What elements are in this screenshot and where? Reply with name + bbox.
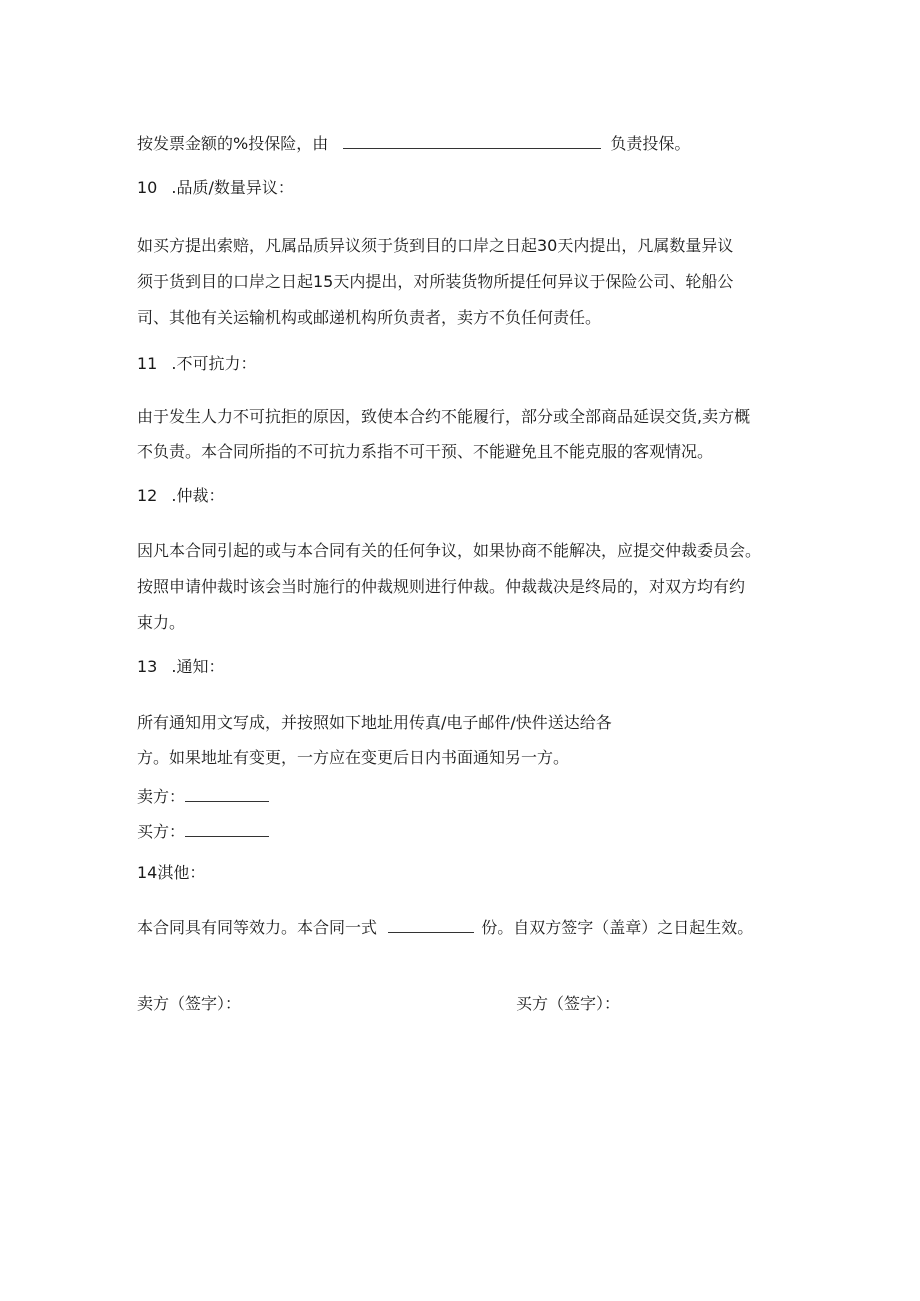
section-title: .仲裁： xyxy=(171,486,225,505)
section-number: 12 xyxy=(137,486,158,505)
insurer-blank[interactable] xyxy=(343,134,601,149)
notice-buyer-line xyxy=(137,822,269,842)
section-10-heading xyxy=(137,178,294,198)
paragraph-line: 须于货到目的口岸之日起15天内提出，对所装货物所提任何异议于保险公司、轮船公 xyxy=(137,272,734,291)
insurance-suffix: 负责投保。 xyxy=(610,134,691,153)
seller-label: 卖方： xyxy=(137,787,186,806)
paragraph-line: 束力。 xyxy=(137,613,186,632)
section-11-heading xyxy=(137,354,256,374)
insurance-line xyxy=(137,134,690,154)
notice-seller-line xyxy=(137,787,269,807)
paragraph-line: 司、其他有关运输机构或邮递机构所负责者，卖方不负任何责任。 xyxy=(137,308,602,327)
buyer-address-blank[interactable] xyxy=(185,822,269,837)
section-12-heading xyxy=(137,486,224,506)
copies-text-before: 本合同具有同等效力。本合同一式 xyxy=(137,918,378,937)
paragraph-line: 如买方提出索赔，凡属品质异议须于货到目的口岸之日起30天内提出，凡属数量异议 xyxy=(137,236,734,255)
buyer-label: 买方： xyxy=(137,822,186,841)
section-number: 11 xyxy=(137,354,158,373)
section-number: 13 xyxy=(137,657,158,676)
insurance-prefix: 按发票金额的%投保险，由 xyxy=(137,134,329,153)
paragraph-line: 由于发生人力不可抗拒的原因，致使本合约不能履行，部分或全部商品延误交货,卖方概 xyxy=(137,407,751,426)
seller-signature: 卖方（签字）： xyxy=(137,994,242,1013)
section-title: .品质/数量异议： xyxy=(171,178,294,197)
section-14-paragraph xyxy=(137,918,753,938)
buyer-signature: 买方（签字）： xyxy=(516,994,621,1013)
paragraph-line: 不负责。本合同所指的不可抗力系指不可干预、不能避免且不能克服的客观情况。 xyxy=(137,442,714,461)
paragraph-line: 方。如果地址有变更，一方应在变更后日内书面通知另一方。 xyxy=(137,748,570,767)
section-title: .不可抗力： xyxy=(171,354,257,373)
paragraph-line: 按照申请仲裁时该会当时施行的仲裁规则进行仲裁。仲裁裁决是终局的，对双方均有约 xyxy=(137,577,746,596)
section-title: .通知： xyxy=(171,657,225,676)
seller-address-blank[interactable] xyxy=(185,787,269,802)
section-14-heading: 14淇他： xyxy=(137,863,206,882)
copies-blank[interactable] xyxy=(388,918,474,933)
copies-text-after: 份。自双方签字（盖章）之日起生效。 xyxy=(481,918,754,937)
paragraph-line: 所有通知用文写成，并按照如下地址用传真/电子邮件/快件送达给各 xyxy=(137,713,612,732)
section-13-heading xyxy=(137,657,224,677)
section-number: 10 xyxy=(137,178,158,197)
paragraph-line: 因凡本合同引起的或与本合同有关的任何争议，如果协商不能解决，应提交仲裁委员会。 xyxy=(137,541,762,560)
